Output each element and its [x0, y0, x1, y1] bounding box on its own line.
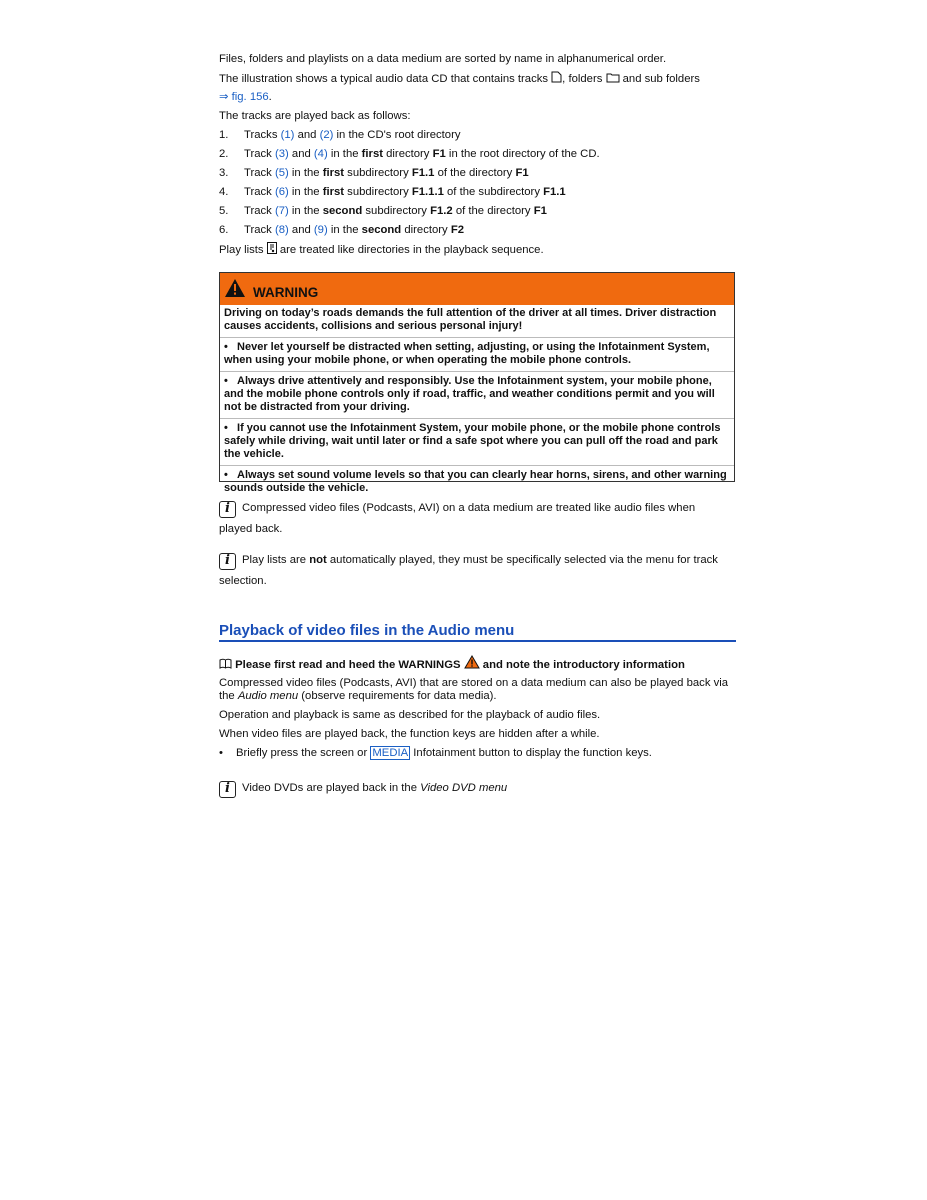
list-number: 3.: [219, 167, 229, 179]
divider: [220, 371, 734, 372]
track-number-ref[interactable]: (7): [274, 205, 289, 217]
track-list-item: [219, 128, 735, 142]
track-text: directory: [401, 224, 451, 236]
track-text: directory: [383, 148, 433, 160]
info-icon: i: [219, 553, 236, 570]
video-paragraph-3: When video files are played back, the function keys are hidden after a while.: [219, 728, 600, 740]
track-text: second: [361, 224, 402, 236]
note-playlists: i Play lists are not automatically played, they must be specifically selected via the menu for track: [219, 553, 735, 570]
track-text: in the root directory of the CD.: [445, 148, 600, 160]
bullet-dot: •: [224, 341, 238, 353]
track-text: of the subdirectory: [443, 186, 544, 198]
divider: [220, 418, 734, 419]
track-text: Track: [244, 148, 275, 160]
list-number: 2.: [219, 148, 229, 160]
list-number: 5.: [219, 205, 229, 217]
bullet-dot: •: [224, 375, 238, 387]
track-text: first: [322, 167, 345, 179]
track-text: first: [361, 148, 383, 160]
video-paragraph-2: Operation and playback is same as described for the playback of audio files.: [219, 709, 601, 721]
figure-link[interactable]: fig. 156: [231, 91, 269, 103]
track-list-item: [219, 223, 735, 237]
track-text: F2: [450, 224, 465, 236]
track-text: and: [288, 148, 314, 160]
list-number: 6.: [219, 224, 229, 236]
warning-title: WARNING: [253, 285, 319, 300]
warning-body: [220, 305, 734, 495]
section-heading: Playback of video files in the Audio menu: [219, 622, 736, 642]
playlist-line: Play lists are treated like directories in the playback sequence.: [219, 244, 544, 256]
book-icon: [219, 658, 232, 669]
warning-bullet: • If you cannot use the Infotainment System, your mobile phone, or the mobile phone controls safely while driving, wait until later or find a safe spot where you can pull off the road and park the vehicle.: [224, 422, 721, 460]
track-text: in the: [288, 186, 323, 198]
note-playlists-line-2: selection.: [219, 575, 267, 587]
track-text: in the CD's root directory: [333, 129, 461, 141]
warning-bullet: • Always drive attentively and responsibly. Use the Infotainment system, your mobile phone, and the mobile phone controls only if road, traffic, and weather conditions permit and you will not be distracted from your driving.: [224, 375, 715, 413]
track-number-ref[interactable]: (5): [274, 167, 289, 179]
bullet-dot: •: [219, 747, 223, 759]
track-text: in the: [288, 205, 323, 217]
video-paragraph-1: Compressed video files (Podcasts, AVI) that are stored on a data medium can also be played back via: [219, 677, 729, 689]
info-icon: i: [219, 781, 236, 798]
playlist-icon: [267, 242, 277, 254]
track-number-ref[interactable]: (2): [319, 129, 334, 141]
list-number: 1.: [219, 129, 229, 141]
track-text: Track: [244, 167, 275, 179]
track-list-item: [219, 166, 735, 180]
track-text: and: [294, 129, 320, 141]
info-icon: i: [219, 501, 236, 518]
video-paragraph-1-line-2: the Audio menu (observe requirements for data media).: [219, 690, 497, 702]
track-text: Track: [244, 224, 275, 236]
track-text: F1.1.1: [411, 186, 444, 198]
track-text: F1.2: [430, 205, 453, 217]
warning-bullet: • Always set sound volume levels so that you can clearly hear horns, sirens, and other warning sounds outside the vehicle.: [224, 469, 727, 494]
track-number-ref[interactable]: (6): [274, 186, 289, 198]
track-number-ref[interactable]: (1): [280, 129, 295, 141]
track-text: Track: [244, 205, 275, 217]
track-icon: [551, 71, 562, 83]
track-text: Track: [244, 186, 275, 198]
track-text: first: [322, 186, 345, 198]
track-text: subdirectory: [362, 205, 431, 217]
track-list-item: [219, 204, 735, 218]
list-number: 4.: [219, 186, 229, 198]
track-text: F1: [515, 167, 529, 179]
track-number-ref[interactable]: (8): [274, 224, 289, 236]
track-text: and: [288, 224, 314, 236]
arrow-icon: ⇒: [219, 91, 229, 103]
track-text: in the: [327, 224, 362, 236]
warning-bullets: [224, 337, 730, 495]
figure-reference: ⇒ fig. 156.: [219, 91, 272, 103]
bullet-dot: •: [224, 469, 238, 481]
track-list-item: [219, 147, 735, 161]
track-text: of the directory: [452, 205, 534, 217]
media-instruction: • Briefly press the screen or MEDIA Infotainment button to display the function keys.: [219, 747, 652, 759]
track-text: Tracks: [244, 129, 281, 141]
track-text: F1: [533, 205, 547, 217]
track-text: second: [322, 205, 363, 217]
track-text: in the: [327, 148, 362, 160]
track-text: subdirectory: [344, 167, 412, 179]
warning-bullet: • Never let yourself be distracted when setting, adjusting, or using the Infotainment System, when using your mobile phone, or when operating the mobile phone controls.: [224, 341, 710, 366]
note-compressed-video-line-2: played back.: [219, 523, 283, 535]
read-first-notice: Please first read and heed the WARNINGS and note the introductory information: [219, 655, 735, 672]
warning-lead: Driving on today’s roads demands the full attention of the driver at all times. Driver distraction causes accidents, collisions and serious personal injury!: [224, 307, 717, 332]
track-text: of the directory: [434, 167, 516, 179]
warning-box: [219, 272, 735, 494]
warning-triangle-icon: [464, 655, 480, 669]
track-number-ref[interactable]: (3): [274, 148, 289, 160]
folder-icon: [606, 72, 620, 83]
warning-header: [220, 273, 734, 305]
track-number-ref[interactable]: (9): [313, 224, 328, 236]
track-text: subdirectory: [344, 186, 412, 198]
note-compressed-video: i Compressed video files (Podcasts, AVI) on a data medium are treated like audio files when: [219, 501, 735, 518]
media-button[interactable]: MEDIA: [372, 747, 409, 759]
track-text: F1.1: [543, 186, 566, 198]
intro-line-4: The tracks are played back as follows:: [219, 110, 411, 122]
warning-triangle-icon: [224, 278, 246, 298]
divider: [220, 337, 734, 338]
track-text: F1: [432, 148, 446, 160]
track-list-item: [219, 185, 735, 199]
note-video-dvd: i Video DVDs are played back in the Video DVD menu: [219, 781, 735, 798]
track-text: in the: [288, 167, 323, 179]
divider: [220, 465, 734, 466]
track-text: F1.1: [411, 167, 435, 179]
bullet-dot: •: [224, 422, 238, 434]
track-number-ref[interactable]: (4): [313, 148, 328, 160]
intro-line-2: The illustration shows a typical audio data CD that contains tracks , folders and sub folders: [219, 73, 700, 85]
intro-line-1: Files, folders and playlists on a data medium are sorted by name in alphanumerical order.: [219, 53, 667, 65]
